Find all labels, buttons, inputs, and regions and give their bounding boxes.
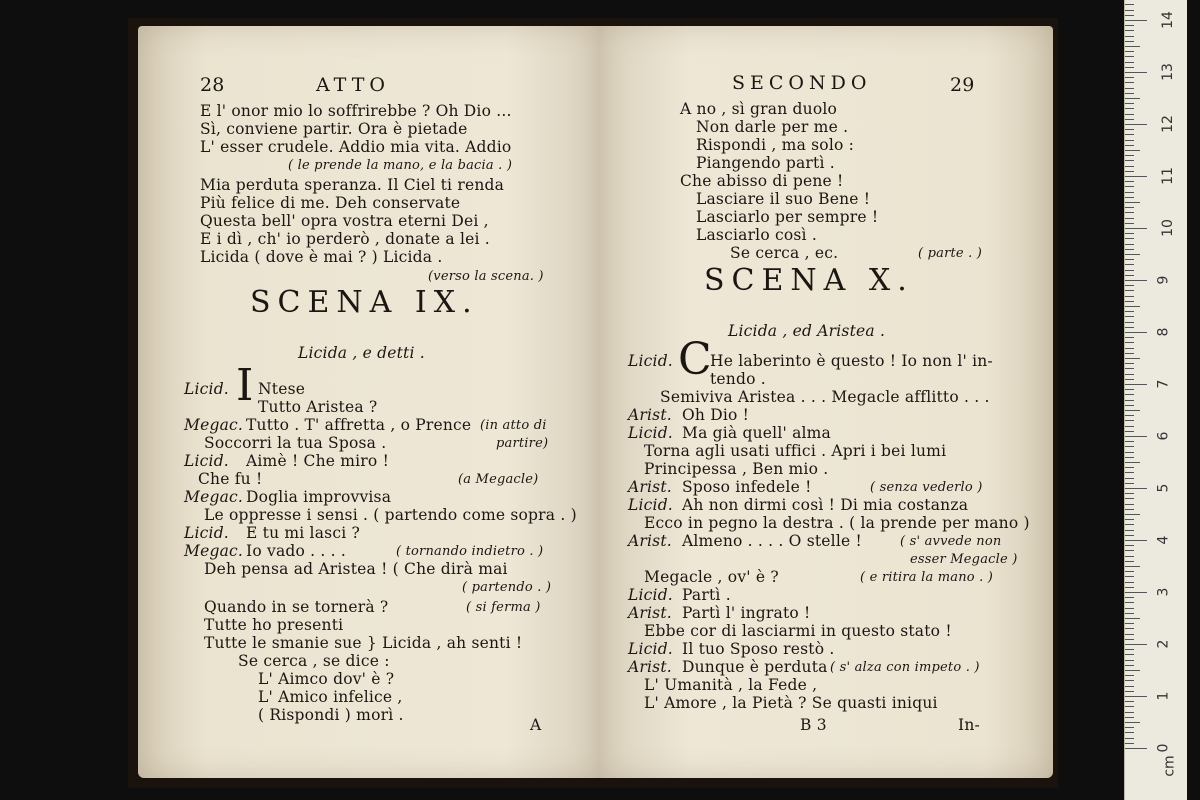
ruler-tick (1125, 524, 1134, 525)
stage-direction: ( senza vederlo ) (870, 480, 983, 495)
ruler-tick (1125, 223, 1134, 224)
dialogue-text: L' Amore , la Pietà ? Se quasti iniqui (644, 694, 938, 712)
stage-direction: ( s' avvede non (900, 534, 1002, 549)
ruler-tick (1125, 654, 1134, 655)
dialogue-text: L' Amico infelice , (258, 688, 403, 706)
page-number: 28 (200, 74, 225, 96)
dialogue-text: Sposo infedele ! (682, 478, 812, 496)
dialogue-text: Io vado . . . . (246, 542, 347, 560)
ruler-tick (1125, 394, 1134, 395)
ruler-tick (1125, 98, 1140, 99)
ruler-tick (1125, 202, 1140, 203)
ruler-tick (1125, 259, 1134, 260)
scene-title: SCENA IX. (250, 285, 479, 320)
speaker: Licid. (184, 380, 229, 398)
dialogue-text: Quando in se tornerà ? (204, 598, 389, 616)
ruler-tick (1125, 56, 1134, 57)
ruler-tick (1125, 363, 1134, 364)
text-line: E i dì , ch' io perderò , donate a lei . (200, 230, 490, 248)
dialogue-text: Partì l' ingrato ! (682, 604, 811, 622)
ruler-tick (1125, 342, 1134, 343)
ruler-tick (1125, 176, 1147, 177)
ruler-tick (1125, 290, 1134, 291)
stage-direction: ( tornando indietro . ) (396, 544, 544, 559)
ruler-tick (1125, 488, 1147, 489)
ruler-label: 10 (1159, 219, 1176, 237)
open-book (128, 18, 1058, 788)
text-line: Licida ( dove è mai ? ) Licida . (200, 248, 443, 266)
text-line: Lasciarlo per sempre ! (696, 208, 879, 226)
ruler-tick (1125, 722, 1140, 723)
ruler-tick (1125, 207, 1134, 208)
ruler-tick (1125, 181, 1134, 182)
ruler-tick (1125, 140, 1134, 141)
ruler-tick (1125, 478, 1134, 479)
text-line: A no , sì gran duolo (680, 100, 838, 118)
speaker: Megac. (184, 542, 244, 560)
speaker: Arist. (628, 604, 672, 622)
ruler-tick (1125, 706, 1134, 707)
ruler-tick (1125, 67, 1134, 68)
ruler-tick (1125, 550, 1134, 551)
text-line: Rispondi , ma solo : (696, 136, 855, 154)
ruler-tick (1125, 264, 1134, 265)
stage-direction: (in atto di (480, 418, 547, 433)
dialogue-text: ( Rispondi ) morì . (258, 706, 404, 724)
dialogue-text: Doglia improvvisa (246, 488, 392, 506)
ruler-tick (1125, 337, 1134, 338)
ruler-tick (1125, 238, 1134, 239)
left-page (138, 26, 600, 778)
ruler-tick (1125, 275, 1134, 276)
ruler-tick (1125, 535, 1134, 536)
ruler-tick (1125, 514, 1140, 515)
ruler-label: 0 (1155, 743, 1172, 753)
ruler-tick (1125, 77, 1134, 78)
ruler-tick (1125, 457, 1134, 458)
ruler-tick (1125, 467, 1134, 468)
text-line: Più felice di me. Deh conservate (200, 194, 461, 212)
ruler-tick (1125, 244, 1134, 245)
ruler-tick (1125, 462, 1140, 463)
ruler-tick (1125, 327, 1134, 328)
ruler-tick (1125, 701, 1134, 702)
dialogue-text: Aimè ! Che miro ! (246, 452, 389, 470)
ruler-tick (1125, 166, 1134, 167)
dialogue-text: Deh pensa ad Aristea ! ( Che dirà mai (204, 560, 508, 578)
ruler-tick (1125, 254, 1140, 255)
ruler-tick (1125, 389, 1134, 390)
ruler-tick (1125, 186, 1134, 187)
stage-direction: ( e ritira la mano . ) (860, 570, 994, 585)
ruler-tick (1125, 306, 1140, 307)
ruler-tick (1125, 545, 1134, 546)
ruler-label: 7 (1155, 379, 1172, 389)
speaker: Licid. (184, 524, 229, 542)
ruler-tick (1125, 696, 1147, 697)
dialogue-text: Ebbe cor di lasciarmi in questo stato ! (644, 622, 952, 640)
dialogue-text: Ecco in pegno la destra . ( la prende per mano ) (644, 514, 1030, 532)
ruler-tick (1125, 587, 1134, 588)
ruler-tick (1125, 566, 1140, 567)
ruler-tick (1125, 368, 1134, 369)
text-line: Piangendo partì . (696, 154, 835, 172)
scene-title: SCENA X. (704, 263, 914, 298)
running-head: ATTO (316, 74, 390, 96)
ruler-tick (1125, 509, 1134, 510)
ruler-tick (1125, 582, 1134, 583)
ruler-tick (1125, 358, 1140, 359)
ruler-label: 12 (1159, 115, 1176, 133)
ruler-tick (1125, 218, 1134, 219)
speaker: Arist. (628, 658, 672, 676)
drop-cap: C (678, 334, 712, 385)
ruler-tick (1125, 311, 1134, 312)
ruler-tick (1125, 743, 1134, 744)
ruler-tick (1125, 426, 1134, 427)
ruler-tick (1125, 660, 1134, 661)
dialogue-text: Principessa , Ben mio . (644, 460, 829, 478)
ruler-tick (1125, 691, 1134, 692)
ruler-label: 11 (1159, 167, 1176, 185)
ruler-tick (1125, 649, 1134, 650)
ruler-tick (1125, 530, 1134, 531)
text-line: Sì, conviene partir. Ora è pietade (200, 120, 468, 138)
ruler-label: 8 (1155, 327, 1172, 337)
speaker: Licid. (628, 496, 673, 514)
ruler-tick (1125, 400, 1134, 401)
ruler-tick (1125, 316, 1134, 317)
ruler-tick (1125, 431, 1134, 432)
ruler-label: 1 (1155, 691, 1172, 701)
ruler-tick (1125, 727, 1134, 728)
ruler-tick (1125, 155, 1134, 156)
ruler-tick (1125, 160, 1134, 161)
ruler-label: 6 (1155, 431, 1172, 441)
ruler-tick (1125, 20, 1147, 21)
dialogue-text: Soccorri la tua Sposa . (204, 434, 387, 452)
ruler-tick (1125, 498, 1134, 499)
ruler-tick (1125, 571, 1134, 572)
stage-direction: esser Megacle ) (910, 552, 1018, 567)
speaker: Megac. (184, 416, 244, 434)
ruler-tick (1125, 618, 1140, 619)
ruler-tick (1125, 332, 1147, 333)
ruler-tick (1125, 150, 1140, 151)
ruler-tick (1125, 613, 1134, 614)
dialogue-text: Le oppresse i sensi . ( partendo come sopra . ) (204, 506, 577, 524)
ruler-label: 14 (1159, 11, 1176, 29)
ruler-tick (1125, 103, 1134, 104)
ruler-tick (1125, 712, 1134, 713)
ruler-label: 9 (1155, 275, 1172, 285)
ruler-tick (1125, 420, 1134, 421)
measuring-ruler (1124, 0, 1187, 800)
ruler-tick (1125, 493, 1134, 494)
dialogue-text: L' Umanità , la Fede , (644, 676, 818, 694)
ruler-tick (1125, 36, 1134, 37)
ruler-tick (1125, 608, 1134, 609)
ruler-tick (1125, 717, 1134, 718)
scene-characters: Licida , ed Aristea . (728, 322, 886, 340)
catchword: A (530, 716, 542, 734)
ruler-tick (1125, 93, 1134, 94)
ruler-tick (1125, 597, 1134, 598)
ruler-tick (1125, 46, 1140, 47)
ruler-tick (1125, 51, 1134, 52)
ruler-tick (1125, 670, 1140, 671)
dialogue-text: He laberinto è questo ! Io non l' in- (710, 352, 993, 370)
ruler-tick (1125, 738, 1134, 739)
ruler-tick (1125, 452, 1134, 453)
ruler-tick (1125, 82, 1134, 83)
ruler-tick (1125, 233, 1134, 234)
text-line: L' esser crudele. Addio mia vita. Addio (200, 138, 512, 156)
ruler-tick (1125, 732, 1134, 733)
ruler-tick (1125, 686, 1134, 687)
ruler-tick (1125, 41, 1134, 42)
dialogue-text: Tutte ho presenti (204, 616, 344, 634)
ruler-tick (1125, 15, 1134, 16)
right-page (598, 26, 1053, 778)
ruler-tick (1125, 270, 1134, 271)
ruler-tick (1125, 124, 1147, 125)
dialogue-text: L' Aimco dov' è ? (258, 670, 395, 688)
ruler-tick (1125, 561, 1134, 562)
page-number: 29 (950, 74, 975, 96)
ruler-tick (1125, 384, 1147, 385)
speaker: Arist. (628, 406, 672, 424)
dialogue-text: Ntese (258, 380, 306, 398)
ruler-unit: cm (1161, 755, 1178, 777)
ruler-tick (1125, 415, 1134, 416)
running-head: SECONDO (732, 72, 872, 94)
dialogue-text: Dunque è perduta (682, 658, 828, 676)
ruler-tick (1125, 592, 1147, 593)
ruler-tick (1125, 108, 1134, 109)
text-line: Mia perduta speranza. Il Ciel ti renda (200, 176, 505, 194)
ruler-tick (1125, 540, 1147, 541)
text-line: Questa bell' opra vostra eterni Dei , (200, 212, 489, 230)
speaker: Megac. (184, 488, 244, 506)
dialogue-text: E tu mi lasci ? (246, 524, 360, 542)
speaker: Arist. (628, 532, 672, 550)
text-line: Che abisso di pene ! (680, 172, 844, 190)
ruler-tick (1125, 639, 1134, 640)
speaker: Arist. (628, 478, 672, 496)
dialogue-text: Almeno . . . . O stelle ! (682, 532, 862, 550)
speaker: Licid. (628, 352, 673, 370)
drop-cap: I (236, 360, 254, 411)
text-line: Lasciarlo così . (696, 226, 817, 244)
ruler-tick (1125, 114, 1134, 115)
ruler-label: 5 (1155, 483, 1172, 493)
dialogue-text: Il tuo Sposo restò . (682, 640, 835, 658)
dialogue-text: Tutto Aristea ? (258, 398, 378, 416)
ruler-tick (1125, 192, 1134, 193)
stage-direction: partire) (496, 436, 549, 451)
speaker: Licid. (628, 586, 673, 604)
ruler-tick (1125, 30, 1134, 31)
dialogue-text: Tutto . T' affretta , o Prence (246, 416, 472, 434)
ruler-tick (1125, 504, 1134, 505)
dialogue-text: Semiviva Aristea . . . Megacle afflitto . . . (660, 388, 990, 406)
ruler-tick (1125, 145, 1134, 146)
ruler-tick (1125, 348, 1134, 349)
ruler-tick (1125, 228, 1147, 229)
ruler-tick (1125, 212, 1134, 213)
ruler-tick (1125, 25, 1134, 26)
stage-direction: ( parte . ) (918, 246, 983, 261)
ruler-tick (1125, 441, 1134, 442)
ruler-tick (1125, 285, 1134, 286)
signature-mark: B 3 (800, 716, 827, 734)
dialogue-text: Ma già quell' alma (682, 424, 832, 442)
text-line: Se cerca , ec. (730, 244, 839, 262)
ruler-tick (1125, 628, 1134, 629)
dialogue-text: tendo . (710, 370, 766, 388)
stage-direction: ( si ferma ) (466, 600, 541, 615)
stage-direction: ( le prende la mano, e la bacia . ) (288, 158, 513, 173)
dialogue-text: Tutte le smanie sue } Licida , ah senti ! (204, 634, 523, 652)
scene-characters: Licida , e detti . (298, 344, 425, 362)
stage-direction: (verso la scena. ) (428, 269, 544, 284)
ruler-tick (1125, 623, 1134, 624)
ruler-tick (1125, 410, 1140, 411)
ruler-label: 3 (1155, 587, 1172, 597)
ruler-tick (1125, 62, 1134, 63)
ruler-tick (1125, 576, 1134, 577)
ruler-tick (1125, 134, 1134, 135)
ruler-tick (1125, 171, 1134, 172)
ruler-label: 13 (1159, 63, 1176, 81)
ruler-tick (1125, 436, 1147, 437)
ruler-tick (1125, 483, 1134, 484)
text-line: E l' onor mio lo soffrirebbe ? Oh Dio ... (200, 102, 512, 120)
ruler-tick (1125, 634, 1134, 635)
dialogue-text: Oh Dio ! (682, 406, 750, 424)
ruler-tick (1125, 519, 1134, 520)
ruler-label: 2 (1155, 639, 1172, 649)
text-line: Non darle per me . (696, 118, 849, 136)
dialogue-text: Se cerca , se dice : (238, 652, 390, 670)
ruler-tick (1125, 405, 1134, 406)
ruler-tick (1125, 249, 1134, 250)
ruler-tick (1125, 280, 1147, 281)
ruler-tick (1125, 748, 1147, 749)
ruler-tick (1125, 10, 1134, 11)
stage-direction: (a Megacle) (458, 472, 539, 487)
stage-direction: ( s' alza con impeto . ) (830, 660, 980, 675)
ruler-tick (1125, 129, 1134, 130)
speaker: Licid. (184, 452, 229, 470)
ruler-tick (1125, 296, 1134, 297)
ruler-tick (1125, 197, 1134, 198)
dialogue-text: Partì . (682, 586, 731, 604)
ruler-tick (1125, 72, 1147, 73)
ruler-tick (1125, 644, 1147, 645)
ruler-tick (1125, 301, 1134, 302)
ruler-tick (1125, 602, 1134, 603)
text-line: Lasciare il suo Bene ! (696, 190, 871, 208)
ruler-tick (1125, 472, 1134, 473)
catchword: In- (958, 716, 980, 734)
speaker: Licid. (628, 424, 673, 442)
ruler-tick (1125, 680, 1134, 681)
dialogue-text: Torna agli usati uffici . Apri i bei lumi (644, 442, 947, 460)
dialogue-text: Megacle , ov' è ? (644, 568, 779, 586)
dialogue-text: Ah non dirmi così ! Di mia costanza (682, 496, 969, 514)
ruler-tick (1125, 665, 1134, 666)
ruler-tick (1125, 675, 1134, 676)
ruler-tick (1125, 88, 1134, 89)
speaker: Licid. (628, 640, 673, 658)
ruler-tick (1125, 446, 1134, 447)
ruler-tick (1125, 374, 1134, 375)
stage-direction: ( partendo . ) (462, 580, 552, 595)
ruler-tick (1125, 119, 1134, 120)
ruler-label: 4 (1155, 535, 1172, 545)
ruler-tick (1125, 322, 1134, 323)
ruler-tick (1125, 556, 1134, 557)
ruler-tick (1125, 4, 1134, 5)
dialogue-text: Che fu ! (198, 470, 263, 488)
ruler-tick (1125, 353, 1134, 354)
ruler-tick (1125, 379, 1134, 380)
